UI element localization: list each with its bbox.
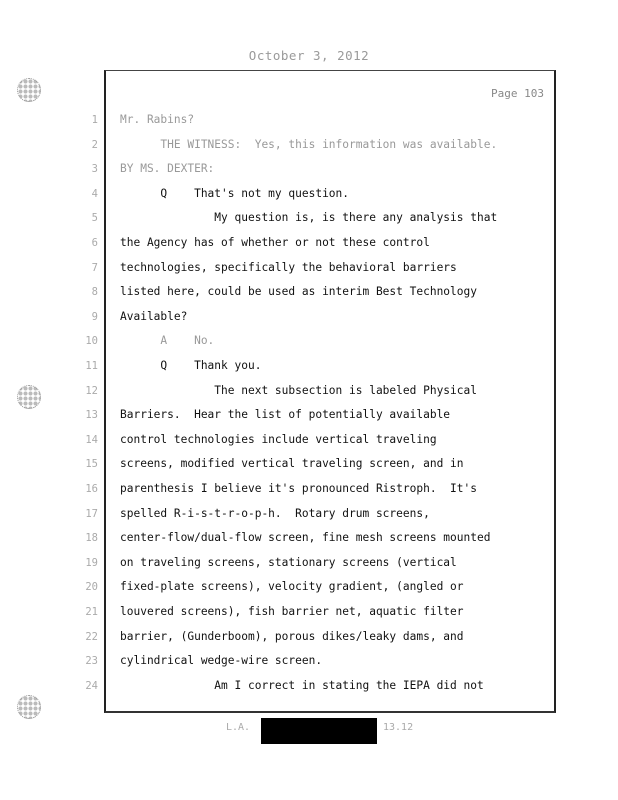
- line-number: 20: [85, 581, 98, 594]
- punch-hole-bottom: [17, 695, 41, 719]
- line-text: BY MS. DEXTER:: [120, 162, 215, 176]
- line-number: 23: [85, 655, 98, 668]
- line-number: 1: [91, 114, 98, 126]
- line-number: 14: [85, 433, 98, 446]
- line-text: Q That's not my question.: [120, 186, 350, 200]
- line-text: the Agency has of whether or not these control: [120, 236, 430, 249]
- line-number: 2: [91, 138, 98, 151]
- line-number: 19: [85, 556, 98, 569]
- line-text: listed here, could be used as interim Best Technology: [120, 285, 477, 299]
- line-number: 18: [85, 532, 98, 545]
- line-number: 11: [85, 360, 98, 372]
- line-text: Q Thank you.: [120, 359, 262, 372]
- line-text: louvered screens), fish barrier net, aquatic filter: [120, 605, 464, 618]
- line-number: 9: [91, 310, 98, 323]
- punch-hole-middle: [17, 385, 41, 409]
- line-number: 10: [85, 335, 98, 348]
- line-text: technologies, specifically the behavioral barriers: [120, 260, 457, 274]
- line-number: 17: [85, 507, 98, 520]
- line-text: barrier, (Gunderboom), porous dikes/leaky dams, and: [120, 629, 464, 643]
- line-text: parenthesis I believe it's pronounced Ristroph. It's: [120, 482, 477, 495]
- line-number: 4: [91, 187, 98, 200]
- line-text: Available?: [120, 309, 188, 323]
- line-text: on traveling screens, stationary screens (vertical: [120, 555, 457, 569]
- line-text: THE WITNESS: Yes, this information was available.: [120, 137, 498, 151]
- line-number: 15: [85, 458, 98, 471]
- line-number: 13: [85, 409, 98, 422]
- line-number: 7: [91, 261, 98, 274]
- punch-hole-top: [17, 78, 41, 102]
- line-text: Mr. Rabins?: [120, 113, 195, 126]
- footer-right: 13.12: [383, 722, 414, 733]
- line-number: 22: [85, 630, 98, 643]
- line-number: 12: [85, 384, 98, 397]
- redaction-bar: [261, 718, 377, 744]
- line-text: cylindrical wedge-wire screen.: [120, 654, 323, 668]
- line-number: 16: [85, 483, 98, 495]
- line-text: control technologies include vertical traveling: [120, 432, 437, 446]
- header-date: October 3, 2012: [248, 48, 370, 63]
- line-text: Am I correct in stating the IEPA did not: [120, 678, 484, 692]
- line-number: 6: [91, 237, 98, 249]
- line-text: My question is, is there any analysis that: [120, 211, 498, 225]
- line-number: 8: [91, 286, 98, 299]
- line-text: Barriers. Hear the list of potentially available: [120, 408, 451, 422]
- line-number: 5: [91, 212, 98, 225]
- line-text: screens, modified vertical traveling screen, and in: [120, 457, 464, 471]
- line-text: center-flow/dual-flow screen, fine mesh screens mounted: [120, 531, 491, 545]
- line-text: The next subsection is labeled Physical: [120, 383, 477, 397]
- line-text: A No.: [120, 334, 215, 348]
- page-number: Page 103: [491, 87, 544, 100]
- line-number: 21: [85, 606, 98, 618]
- line-text: spelled R-i-s-t-r-o-p-h. Rotary drum screens,: [120, 506, 430, 520]
- line-number: 24: [85, 679, 98, 692]
- line-text: fixed-plate screens), velocity gradient, (angled or: [120, 580, 464, 594]
- line-number: 3: [91, 163, 98, 176]
- footer-left: L.A.: [226, 722, 251, 733]
